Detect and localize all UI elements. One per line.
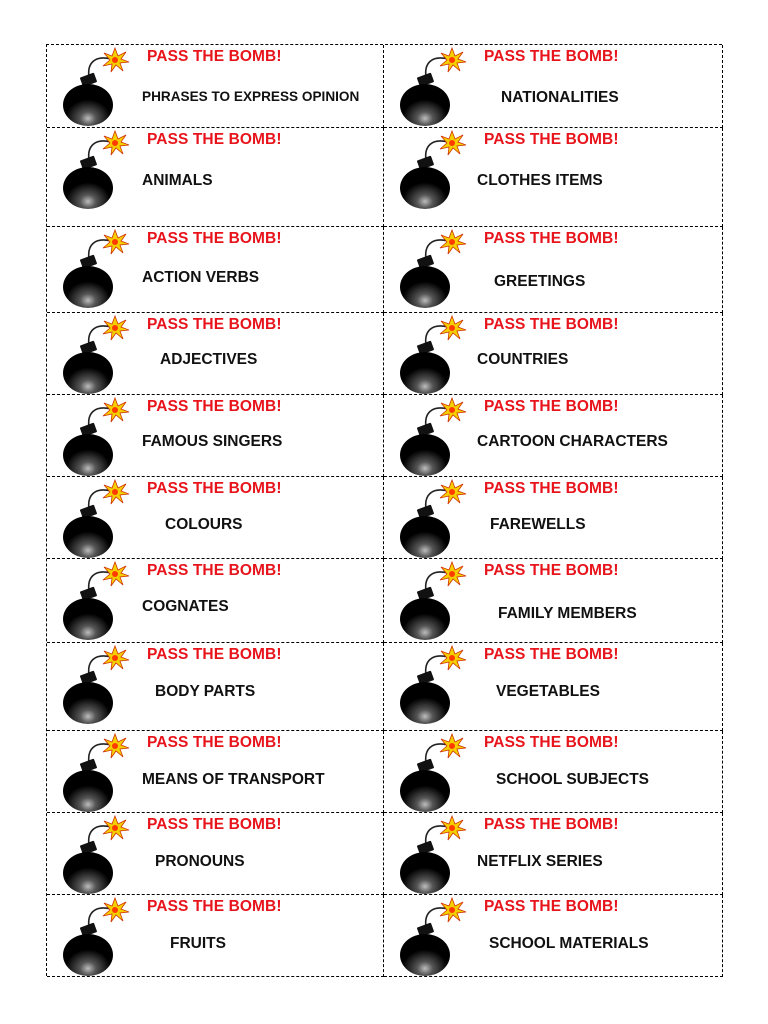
card-topic: NATIONALITIES	[501, 89, 619, 106]
bomb-card	[384, 895, 723, 977]
bomb-card	[384, 813, 723, 895]
card-topic: SCHOOL MATERIALS	[489, 935, 649, 952]
card-heading: PASS THE BOMB!	[147, 898, 282, 915]
card-heading: PASS THE BOMB!	[147, 230, 282, 247]
bomb-icon	[61, 229, 135, 309]
card-heading: PASS THE BOMB!	[484, 480, 619, 497]
card-heading: PASS THE BOMB!	[147, 398, 282, 415]
bomb-card	[47, 45, 384, 128]
card-heading: PASS THE BOMB!	[484, 230, 619, 247]
card-heading: PASS THE BOMB!	[484, 898, 619, 915]
bomb-icon	[61, 47, 135, 127]
bomb-card	[384, 128, 723, 227]
card-topic: CLOTHES ITEMS	[477, 172, 603, 189]
card-topic: MEANS OF TRANSPORT	[142, 771, 325, 788]
bomb-icon	[398, 479, 472, 559]
bomb-card	[384, 45, 723, 128]
bomb-card	[384, 731, 723, 813]
bomb-card	[47, 895, 384, 977]
card-topic: NETFLIX SERIES	[477, 853, 603, 870]
bomb-icon	[61, 479, 135, 559]
bomb-card	[47, 395, 384, 477]
bomb-icon	[398, 561, 472, 641]
card-heading: PASS THE BOMB!	[147, 48, 282, 65]
bomb-card	[47, 559, 384, 643]
bomb-icon	[398, 229, 472, 309]
card-topic: ADJECTIVES	[160, 351, 258, 368]
card-topic: COLOURS	[165, 516, 243, 533]
bomb-card	[384, 477, 723, 559]
card-topic: CARTOON CHARACTERS	[477, 433, 668, 450]
card-heading: PASS THE BOMB!	[147, 480, 282, 497]
bomb-icon	[398, 47, 472, 127]
card-topic: FAMILY MEMBERS	[498, 605, 637, 622]
card-heading: PASS THE BOMB!	[147, 131, 282, 148]
bomb-icon	[398, 130, 472, 210]
bomb-card	[47, 813, 384, 895]
card-topic: ANIMALS	[142, 172, 213, 189]
bomb-card	[384, 227, 723, 313]
bomb-card	[47, 128, 384, 227]
card-topic: BODY PARTS	[155, 683, 256, 700]
bomb-icon	[398, 645, 472, 725]
bomb-icon	[61, 733, 135, 813]
bomb-icon	[61, 815, 135, 895]
bomb-card	[384, 559, 723, 643]
card-topic: GREETINGS	[494, 273, 586, 290]
card-heading: PASS THE BOMB!	[484, 131, 619, 148]
card-topic: SCHOOL SUBJECTS	[496, 771, 650, 788]
card-topic: COUNTRIES	[477, 351, 569, 368]
bomb-icon	[398, 897, 472, 977]
card-heading: PASS THE BOMB!	[484, 816, 619, 833]
bomb-icon	[61, 561, 135, 641]
bomb-icon	[61, 397, 135, 477]
bomb-card	[47, 227, 384, 313]
card-heading: PASS THE BOMB!	[147, 646, 282, 663]
card-heading: PASS THE BOMB!	[484, 316, 619, 333]
card-topic: VEGETABLES	[496, 683, 600, 700]
bomb-icon	[398, 733, 472, 813]
card-sheet	[46, 44, 722, 976]
card-heading: PASS THE BOMB!	[484, 562, 619, 579]
bomb-card	[384, 313, 723, 395]
card-topic: FRUITS	[170, 935, 226, 952]
bomb-icon	[398, 815, 472, 895]
card-topic: PHRASES TO EXPRESS OPINION	[142, 89, 360, 104]
bomb-card	[47, 643, 384, 731]
card-heading: PASS THE BOMB!	[147, 562, 282, 579]
card-heading: PASS THE BOMB!	[147, 316, 282, 333]
card-heading: PASS THE BOMB!	[484, 48, 619, 65]
card-topic: ACTION VERBS	[142, 269, 260, 286]
bomb-icon	[61, 315, 135, 395]
card-heading: PASS THE BOMB!	[484, 734, 619, 751]
card-topic: FAREWELLS	[490, 516, 586, 533]
card-heading: PASS THE BOMB!	[484, 398, 619, 415]
card-heading: PASS THE BOMB!	[147, 816, 282, 833]
card-topic: PRONOUNS	[155, 853, 245, 870]
bomb-card	[47, 477, 384, 559]
bomb-icon	[61, 645, 135, 725]
card-heading: PASS THE BOMB!	[147, 734, 282, 751]
card-topic: FAMOUS SINGERS	[142, 433, 283, 450]
bomb-icon	[398, 397, 472, 477]
bomb-card	[47, 731, 384, 813]
card-topic: COGNATES	[142, 598, 229, 615]
bomb-card	[47, 313, 384, 395]
bomb-icon	[61, 130, 135, 210]
card-heading: PASS THE BOMB!	[484, 646, 619, 663]
bomb-icon	[61, 897, 135, 977]
bomb-card	[384, 643, 723, 731]
bomb-card	[384, 395, 723, 477]
bomb-icon	[398, 315, 472, 395]
